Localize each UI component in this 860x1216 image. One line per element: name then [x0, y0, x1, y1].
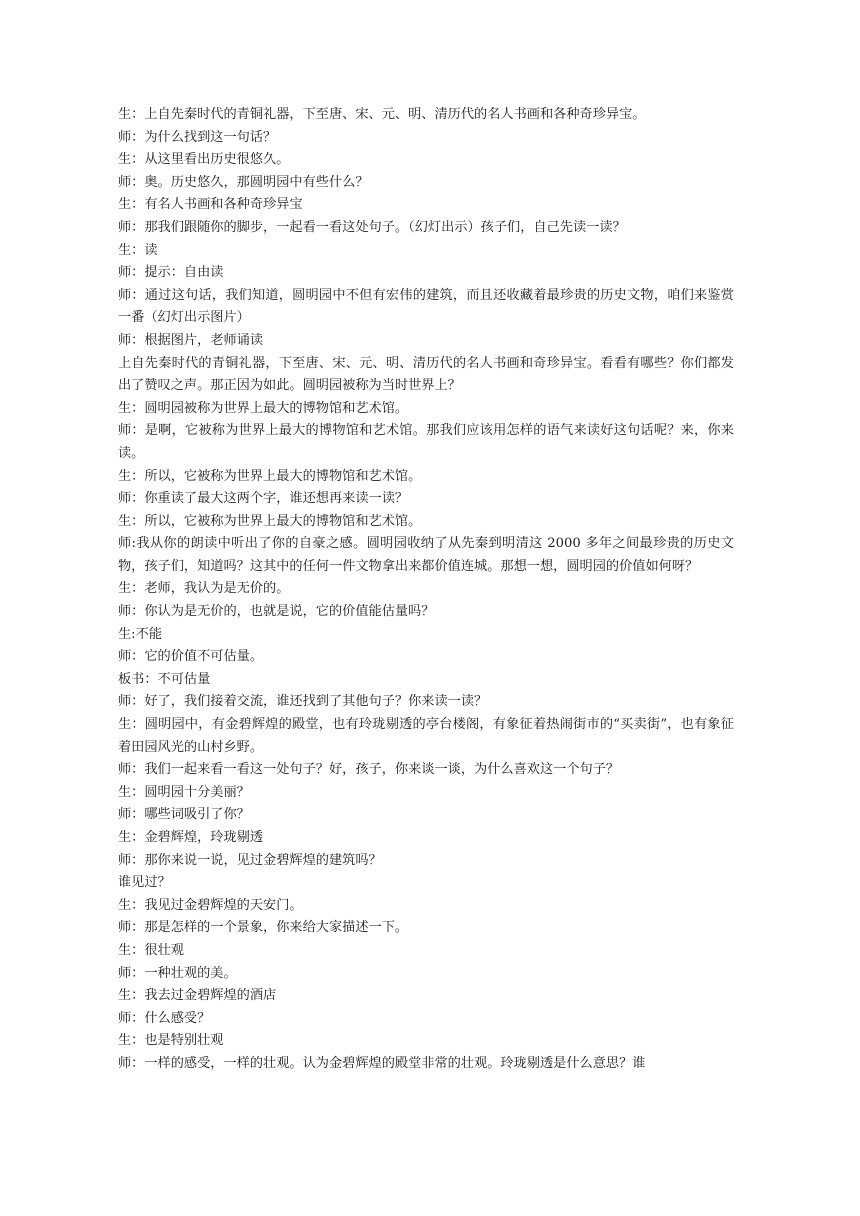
document-body [118, 104, 734, 1076]
text-line: 生：圆明园中，有金碧辉煌的殿堂，也有玲珑剔透的亭台楼阁，有象征着热闹街市的“买卖街”，也有象征着田园风光的山村乡野。 [118, 717, 734, 755]
text-line: 师：那是怎样的一个景象，你来给大家描述一下。 [118, 920, 409, 936]
text-line: 师：是啊，它被称为世界上最大的博物馆和艺术馆。那我们应该用怎样的语气来读好这句话呢？来，你来读。 [118, 423, 734, 461]
text-line: 师：提示：自由读 [118, 265, 224, 281]
text-line: 生：老师，我认为是无价的。 [118, 581, 290, 597]
text-line: 生：我去过金碧辉煌的酒店 [118, 988, 277, 1004]
text-line: 上自先秦时代的青铜礼器，下至唐、宋、元、明、清历代的名人书画和奇珍异宝。看看有哪些？你们都发出了赞叹之声。那正因为如此。圆明园被称为当时世界上？ [118, 355, 734, 394]
text-line: 师：好了，我们接着交流，谁还找到了其他句子？你来读一读？ [118, 694, 488, 710]
text-line: 板书：不可估量 [118, 671, 211, 687]
text-line: 生：上自先秦时代的青铜礼器，下至唐、宋、元、明、清历代的名人书画和各种奇珍异宝。 [118, 107, 646, 122]
text-line: 生：很壮观 [118, 942, 184, 958]
text-line: 生：读 [118, 242, 158, 258]
text-line: 师：你认为是无价的，也就是说，它的价值能估量吗？ [118, 604, 435, 620]
text-line: 生：从这里看出历史很悠久。 [118, 152, 290, 168]
text-line: 师：它的价值不可估量。 [118, 649, 264, 665]
text-line: 生：圆明园被称为世界上最大的博物馆和艺术馆。 [118, 400, 409, 416]
text-line: 师：那我们跟随你的脚步，一起看一看这处句子。（幻灯出示）孩子们，自己先读一读？ [118, 219, 626, 235]
text-line: 生：所以，它被称为世界上最大的博物馆和艺术馆。 [118, 513, 422, 529]
text-line: 生:不能 [118, 626, 163, 642]
text-line: 生：有名人书画和各种奇珍异宝 [118, 197, 303, 213]
text-line: 生：我见过金碧辉煌的天安门。 [118, 897, 303, 913]
text-line: 生：也是特别壮观 [118, 1033, 224, 1049]
text-line: 师：一种壮观的美。 [118, 965, 237, 981]
text-line: 师：奥。历史悠久，那圆明园中有些什么？ [118, 174, 369, 190]
text-line: 师：通过这句话，我们知道，圆明园中不但有宏伟的建筑，而且还收藏着最珍贵的历史文物，咱们来鉴赏一番（幻灯出示图片） [118, 287, 734, 326]
text-line: 师：你重读了最大这两个字，谁还想再来读一读？ [118, 491, 409, 507]
text-line: 师：根据图片，老师诵读 [118, 332, 264, 348]
text-line: 生：圆明园十分美丽？ [118, 784, 250, 800]
text-line: 生：所以，它被称为世界上最大的博物馆和艺术馆。 [118, 468, 422, 484]
text-line: 师：为什么找到这一句话？ [118, 129, 277, 145]
text-line: 生：金碧辉煌，玲珑剔透 [118, 830, 264, 845]
text-line: 师:我从你的朗读中听出了你的自豪之感。圆明园收纳了从先秦到明清这 2000 多年之间最珍贵的历史文物，孩子们，知道吗？这其中的任何一件文物拿出来都价值连城。那想一想，圆明园的价值如何呀？ [118, 536, 734, 574]
text-line: 师：我们一起来看一看这一处句子？好，孩子，你来谈一谈，为什么喜欢这一个句子？ [118, 762, 620, 778]
text-line: 师：一样的感受，一样的壮观。认为金碧辉煌的殿堂非常的壮观。玲珑剔透是什么意思？谁 [118, 1055, 646, 1071]
text-line: 师：哪些词吸引了你？ [118, 807, 250, 823]
text-line: 师：什么感受？ [118, 1010, 211, 1026]
text-line: 谁见过？ [118, 875, 171, 891]
text-line: 师：那你来说一说，见过金碧辉煌的建筑吗？ [118, 852, 382, 868]
